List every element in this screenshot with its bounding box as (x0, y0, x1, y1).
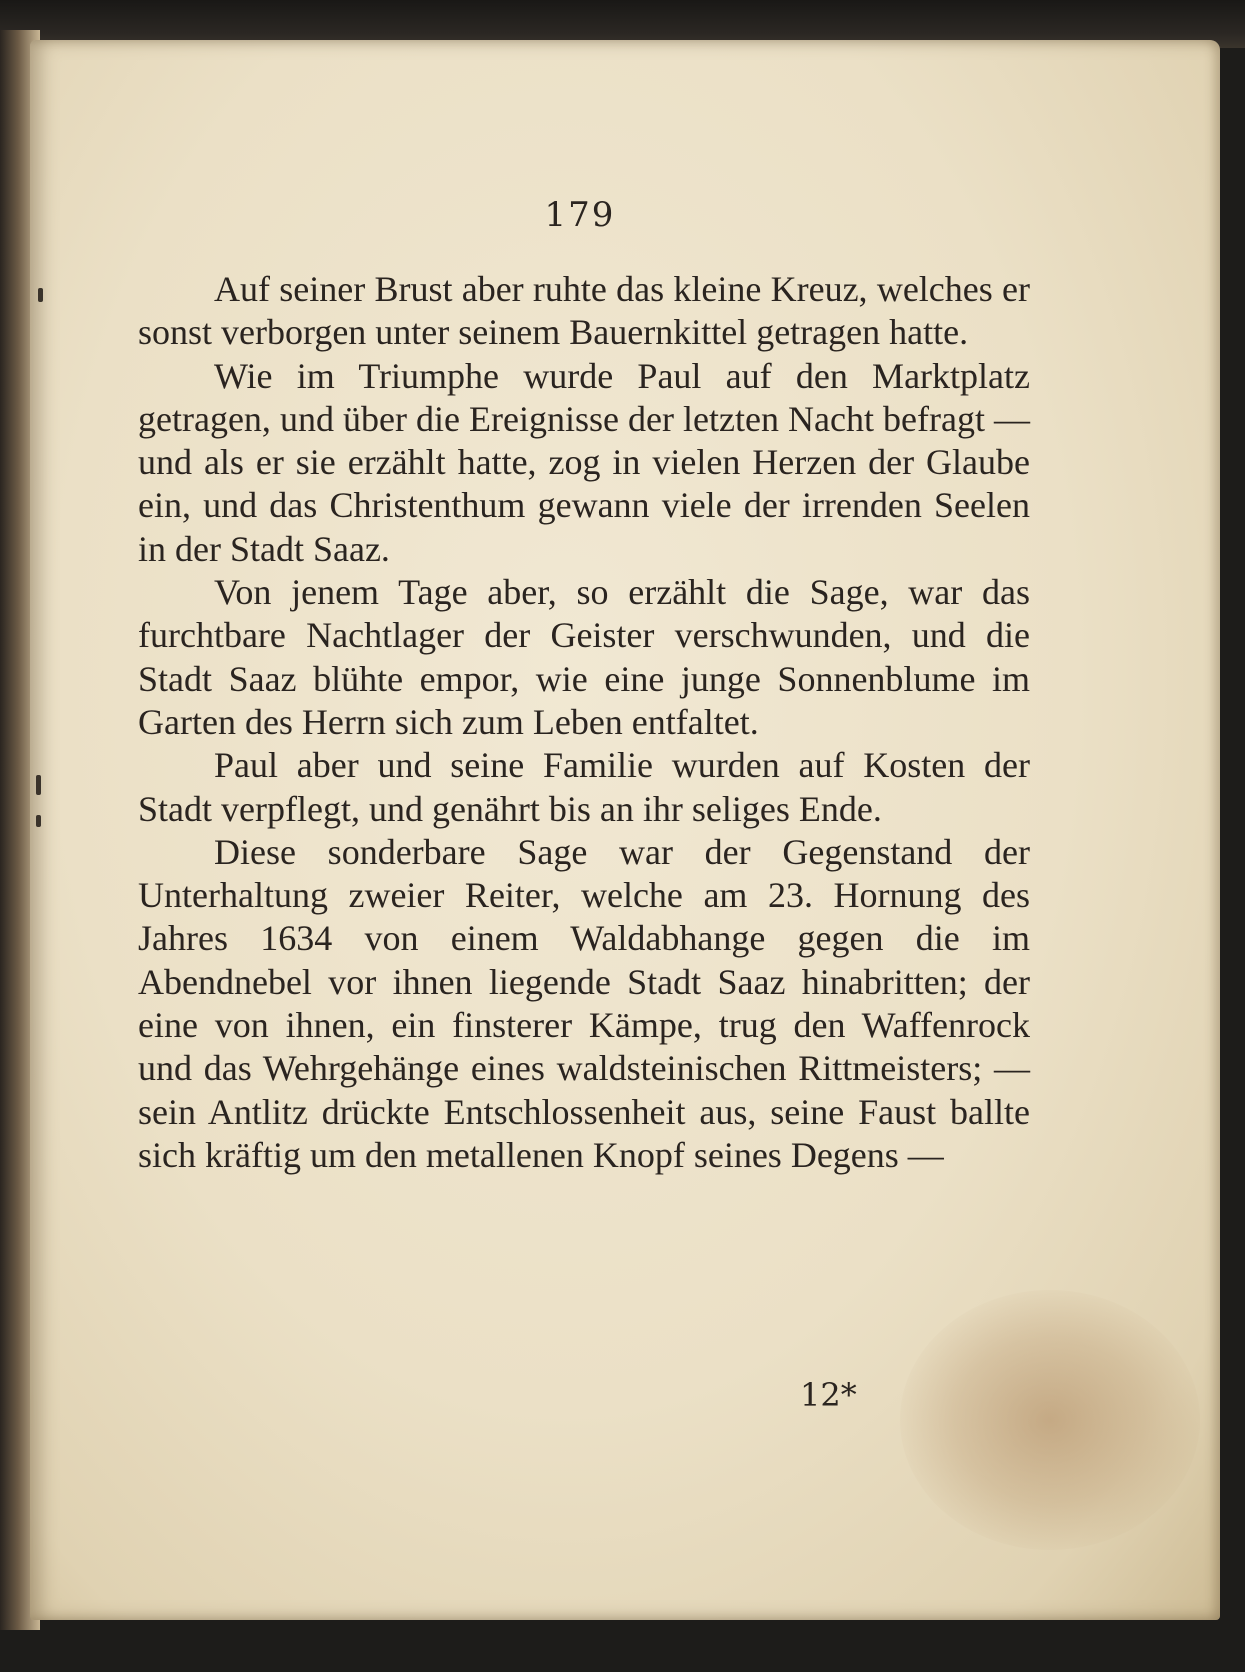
paragraph: Paul aber und seine Familie wurden auf Kosten der Stadt verpflegt, und genährt bis an ihr seliges Ende. (138, 745, 1030, 829)
paragraph: Von jenem Tage aber, so erzählt die Sage, war das furchtbare Nachtlager der Geister verschwunden, und die Stadt Saaz blühte empor, wie eine junge Sonnenblume im Garten des Herrn sich zum Leben entfaltet. (138, 572, 1030, 742)
margin-mark (36, 815, 41, 827)
printer-signature-mark: 12* (800, 1376, 857, 1414)
margin-mark (38, 288, 43, 302)
margin-mark (36, 775, 41, 795)
page-number: 179 (544, 195, 616, 235)
paragraph: Wie im Triumphe wurde Paul auf den Marktplatz getragen, und über die Ereignisse der letzten Nacht befragt — und als er sie erzählt hatte, zog in vielen Herzen der Glaube ein, und das Christenthum gewann viele der irrenden Seelen in der Stadt Saaz. (138, 355, 1030, 569)
foxing-stain (900, 1290, 1200, 1550)
paragraph: Auf seiner Brust aber ruhte das kleine Kreuz, welches er sonst verborgen unter seinem Bauernkittel getragen hatte. (138, 269, 1030, 353)
paragraph: Diese sonderbare Sage war der Gegenstand der Unterhaltung zweier Reiter, welche am 23. Hornung des Jahres 1634 von einem Waldabhange gegen die im Abendnebel vor ihnen liegende Stadt Saaz hinabritten; der eine von ihnen, ein finsterer Kämpe, trug den Waffenrock und das Wehrgehänge eines waldsteinischen Rittmeisters; — sein Antlitz drückte Entschlossenheit aus, seine Faust ballte sich kräftig um den metallenen Knopf seines Degens — (138, 831, 1030, 1175)
body-text (138, 268, 1030, 1177)
